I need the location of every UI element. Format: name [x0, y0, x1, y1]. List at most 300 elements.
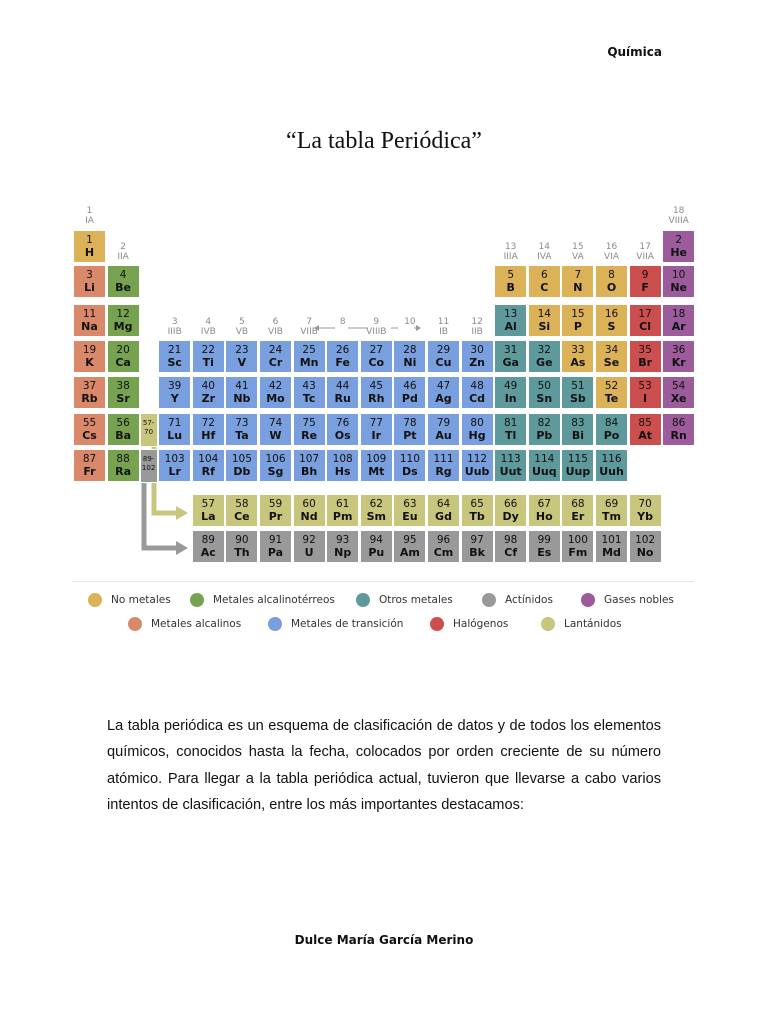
element-number: 26: [336, 344, 350, 356]
element-zn: [461, 340, 494, 373]
element-ne: [662, 265, 695, 298]
element-mn: [293, 340, 326, 373]
element-pb: [528, 413, 561, 446]
element-number: 114: [534, 453, 555, 465]
group-number: 5: [239, 317, 245, 327]
legend-dot: [430, 617, 444, 631]
element-sc: [158, 340, 191, 373]
group-label-4: [192, 317, 225, 337]
element-symbol: Np: [334, 546, 352, 559]
legend-label: Metales alcalinotérreos: [213, 594, 335, 606]
element-number: 16: [604, 308, 619, 320]
element-uub: [461, 449, 494, 482]
element-number: 40: [201, 380, 215, 392]
element-li: [73, 265, 106, 298]
element-sr: [107, 376, 140, 409]
element-symbol: Fm: [568, 546, 588, 559]
element-number: 75: [302, 417, 316, 429]
element-cu: [427, 340, 460, 373]
group-number: 10: [404, 317, 416, 327]
group-label-15: [561, 242, 594, 262]
element-nb: [225, 376, 258, 409]
element-au: [427, 413, 460, 446]
element-symbol: Uuq: [531, 465, 557, 478]
element-symbol: Xe: [670, 392, 687, 405]
element-symbol: Sn: [536, 392, 553, 405]
group-label-1: [73, 206, 106, 226]
legend-item-other-metal: [356, 593, 453, 607]
element-number: 66: [504, 498, 518, 510]
element-cm: [427, 530, 460, 563]
element-number: 71: [168, 417, 182, 429]
element-mo: [259, 376, 292, 409]
element-symbol: Kr: [671, 356, 686, 369]
group-roman: VIIB: [300, 327, 318, 337]
element-symbol: Rf: [201, 465, 215, 478]
element-cr: [259, 340, 292, 373]
element-number: 110: [399, 453, 420, 465]
group-number: 6: [272, 317, 279, 327]
element-series-89-102: [140, 449, 158, 483]
element-symbol: Pb: [536, 429, 553, 442]
element-number: 112: [467, 453, 488, 465]
element-number: 90: [235, 534, 249, 546]
legend-item-nonmetal: [88, 593, 171, 607]
legend-dot: [128, 617, 142, 631]
element-number: 78: [403, 417, 417, 429]
group-label-8: [326, 317, 359, 327]
element-number: 52: [604, 380, 619, 392]
element-symbol: Se: [603, 356, 620, 369]
element-symbol: Zr: [201, 392, 215, 405]
element-number: 96: [436, 534, 451, 546]
element-symbol: Pu: [368, 546, 385, 559]
element-number: 55: [82, 417, 97, 429]
group-number: 9: [373, 317, 380, 327]
element-he: [662, 230, 695, 263]
legend-label: Otros metales: [379, 594, 453, 606]
element-number: 79: [436, 417, 451, 429]
element-cl: [629, 304, 662, 337]
element-number: 62: [369, 498, 383, 510]
element-number: 76: [336, 417, 350, 429]
element-symbol: Db: [233, 465, 251, 478]
element-k: [73, 340, 106, 373]
element-number: 28: [403, 344, 417, 356]
element-np: [326, 530, 359, 563]
element-ar: [662, 304, 695, 337]
element-symbol: Am: [399, 546, 420, 559]
element-am: [393, 530, 426, 563]
element-symbol: Ta: [235, 429, 249, 442]
element-er: [561, 494, 594, 527]
legend-label: Metales de transición: [291, 618, 404, 630]
element-symbol: Ho: [535, 510, 553, 523]
legend-dot: [541, 617, 555, 631]
actinide-arrow-head: [176, 541, 188, 555]
element-symbol: Md: [602, 546, 621, 559]
element-lr: [158, 449, 191, 482]
element-symbol: Bi: [571, 429, 584, 442]
element-al: [494, 304, 527, 337]
legend-label: Metales alcalinos: [151, 618, 242, 630]
group-label-18: [662, 206, 695, 226]
element-symbol: Rh: [368, 392, 385, 405]
element-number: 86: [672, 417, 686, 429]
element-symbol: Na: [81, 320, 98, 333]
element-symbol: P: [573, 320, 582, 333]
element-mg: [107, 304, 140, 337]
element-be: [107, 265, 140, 298]
element-v: [225, 340, 258, 373]
element-symbol: Mo: [266, 392, 285, 405]
element-number: 89: [201, 534, 215, 546]
element-number: 18: [672, 308, 686, 320]
element-symbol: Tb: [469, 510, 485, 523]
element-tb: [461, 494, 494, 527]
group-roman: IIIA: [503, 252, 518, 262]
element-number: 65: [470, 498, 484, 510]
group-number: 11: [437, 317, 450, 327]
element-symbol: Dy: [502, 510, 519, 523]
group-label-12: [461, 317, 494, 337]
element-number: 31: [504, 344, 518, 356]
element-symbol: Mg: [113, 320, 133, 333]
group-label-9: [360, 317, 393, 337]
group-number: 1: [86, 206, 93, 216]
element-symbol: F: [641, 281, 649, 294]
group-number: 17: [639, 242, 651, 252]
element-symbol: Hf: [201, 429, 216, 442]
group-roman: VIB: [268, 327, 283, 337]
element-o: [595, 265, 628, 298]
element-symbol: Te: [604, 392, 619, 405]
group-label-10: [393, 317, 426, 327]
element-symbol: Hg: [468, 429, 486, 442]
element-number: 38: [116, 380, 130, 392]
element-hg: [461, 413, 494, 446]
element-os: [326, 413, 359, 446]
legend-item-alkaline-earth: [190, 593, 335, 607]
element-symbol: No: [636, 546, 654, 559]
element-number: 11: [82, 308, 97, 320]
element-uup: [561, 449, 594, 482]
element-number: 69: [604, 498, 619, 510]
element-number: 85: [638, 417, 652, 429]
element-ds: [393, 449, 426, 482]
group-label-16: [595, 242, 628, 262]
element-symbol: Ce: [234, 510, 250, 523]
element-symbol: I: [643, 392, 648, 405]
element-number: 5: [507, 269, 515, 281]
element-ni: [393, 340, 426, 373]
group-number: 3: [171, 317, 178, 327]
group-roman: VA: [572, 252, 584, 262]
element-number: 10: [672, 269, 686, 281]
element-symbol: H: [84, 246, 95, 259]
element-number: 46: [403, 380, 417, 392]
element-number: 37: [82, 380, 97, 392]
element-series-57-70: [140, 413, 158, 447]
element-number: 19: [82, 344, 97, 356]
element-symbol: Lr: [168, 465, 181, 478]
element-symbol: U: [304, 546, 314, 559]
element-number: 105: [231, 453, 252, 465]
element-symbol: Rn: [670, 429, 687, 442]
group-number: 8: [339, 317, 346, 327]
element-number: 51: [571, 380, 585, 392]
element-re: [293, 413, 326, 446]
element-number: 39: [168, 380, 182, 392]
element-number: 41: [235, 380, 249, 392]
element-number: 48: [470, 380, 484, 392]
element-symbol: Pd: [401, 392, 418, 405]
element-kr: [662, 340, 695, 373]
element-symbol: Rg: [435, 465, 452, 478]
document-title: “La tabla Periódica”: [286, 128, 482, 154]
element-symbol: Bk: [469, 546, 485, 559]
element-symbol: Tm: [602, 510, 621, 523]
legend-label: Actínidos: [505, 594, 553, 606]
element-number: 33: [571, 344, 585, 356]
legend-divider: [72, 581, 694, 582]
element-symbol: As: [570, 356, 586, 369]
element-number: 102: [635, 534, 656, 546]
element-b: [494, 265, 527, 298]
element-symbol: Be: [115, 281, 132, 294]
element-symbol: Ga: [502, 356, 519, 369]
element-f: [629, 265, 662, 298]
legend-label: Halógenos: [453, 618, 509, 630]
element-symbol: Es: [537, 546, 552, 559]
element-number: 4: [119, 269, 127, 281]
element-bk: [461, 530, 494, 563]
footer-author: Dulce María García Merino: [294, 933, 474, 947]
element-number: 67: [537, 498, 551, 510]
legend-item-lanthanide: [541, 617, 622, 631]
element-number: 15: [571, 308, 585, 320]
group-label-11: [427, 317, 460, 337]
element-symbol: At: [638, 429, 652, 442]
element-symbol: Tl: [505, 429, 517, 442]
element-fm: [561, 530, 594, 563]
element-number: 3: [86, 269, 93, 281]
element-symbol: Os: [334, 429, 351, 442]
legend-dot: [482, 593, 496, 607]
element-number: 50: [537, 380, 551, 392]
element-tm: [595, 494, 628, 527]
element-number: 58: [235, 498, 249, 510]
element-symbol: Hs: [334, 465, 351, 478]
element-number: 111: [433, 453, 454, 465]
element-number: 35: [638, 344, 652, 356]
element-uuh: [595, 449, 628, 482]
element-symbol: Uub: [464, 465, 490, 478]
group-roman: IVA: [537, 252, 552, 262]
element-yb: [629, 494, 662, 527]
element-at: [629, 413, 662, 446]
element-symbol: Th: [234, 546, 250, 559]
element-tl: [494, 413, 527, 446]
element-na: [73, 304, 106, 337]
element-cf: [494, 530, 527, 563]
element-number: 8: [608, 269, 615, 281]
element-number: 7: [574, 269, 582, 281]
element-number: 107: [299, 453, 320, 465]
legend-item-alkali: [128, 617, 241, 631]
element-symbol: K: [85, 356, 94, 369]
element-symbol: In: [504, 392, 517, 405]
element-number: 97: [470, 534, 484, 546]
element-symbol: Uuh: [599, 465, 624, 478]
element-symbol: Pt: [403, 429, 417, 442]
element-xe: [662, 376, 695, 409]
element-cs: [73, 413, 106, 446]
element-th: [225, 530, 258, 563]
group-label-7: [293, 317, 326, 337]
group-label-14: [528, 242, 561, 262]
element-symbol: O: [606, 281, 617, 294]
group-number: 16: [605, 242, 618, 252]
element-symbol: Sg: [267, 465, 284, 478]
element-pr: [259, 494, 292, 527]
element-db: [225, 449, 258, 482]
element-number: 72: [201, 417, 215, 429]
element-number: 49: [504, 380, 518, 392]
element-ag: [427, 376, 460, 409]
element-number: 98: [504, 534, 518, 546]
group-roman: IIA: [117, 252, 129, 262]
element-w: [259, 413, 292, 446]
element-number: 61: [336, 498, 350, 510]
group-number: 18: [672, 206, 685, 216]
group-number: 13: [504, 242, 517, 252]
element-symbol: Ar: [671, 320, 686, 333]
element-nd: [293, 494, 326, 527]
element-symbol: Sr: [116, 392, 130, 405]
element-ca: [107, 340, 140, 373]
element-symbol: Si: [538, 320, 551, 333]
element-number: 44: [336, 380, 350, 392]
element-symbol: Ne: [670, 281, 688, 294]
element-u: [293, 530, 326, 563]
element-br: [629, 340, 662, 373]
element-symbol: La: [201, 510, 216, 523]
element-symbol: Ra: [115, 465, 132, 478]
element-symbol: Ag: [435, 392, 452, 405]
group-number: 7: [306, 317, 312, 327]
element-symbol: Cf: [504, 546, 518, 559]
element-symbol: Er: [571, 510, 585, 523]
element-number: 23: [235, 344, 249, 356]
element-symbol: Zn: [469, 356, 485, 369]
element-number: 6: [540, 269, 548, 281]
element-symbol: S: [607, 320, 616, 333]
element-number: 32: [537, 344, 551, 356]
element-symbol: Pr: [268, 510, 283, 523]
element-symbol: Cs: [82, 429, 97, 442]
element-symbol: Uut: [499, 465, 522, 478]
element-number: 87: [82, 453, 97, 465]
element-hs: [326, 449, 359, 482]
element-number: 9: [641, 269, 649, 281]
legend-item-transition: [268, 617, 403, 631]
element-number: 60: [302, 498, 316, 510]
element-symbol: Re: [301, 429, 318, 442]
element-sb: [561, 376, 594, 409]
group-number: 14: [538, 242, 551, 252]
element-number: 84: [604, 417, 619, 429]
element-symbol: Uup: [565, 465, 591, 478]
element-symbol: Cm: [433, 546, 454, 559]
element-number: 1: [86, 234, 93, 246]
element-uuq: [528, 449, 561, 482]
group-roman: VIIIB: [366, 327, 387, 337]
element-symbol: Gd: [435, 510, 452, 523]
element-symbol: Nb: [233, 392, 251, 405]
legend-dot: [88, 593, 102, 607]
element-ge: [528, 340, 561, 373]
element-symbol: C: [540, 281, 549, 294]
lanthanide-arrow-head: [176, 506, 188, 520]
element-number: 88: [116, 453, 130, 465]
element-symbol: Cd: [469, 392, 486, 405]
element-md: [595, 530, 628, 563]
element-s: [595, 304, 628, 337]
element-sm: [360, 494, 393, 527]
legend-label: Gases nobles: [604, 594, 674, 606]
element-si: [528, 304, 561, 337]
element-symbol: Bh: [300, 465, 318, 478]
group-roman: VIIA: [636, 252, 654, 262]
element-p: [561, 304, 594, 337]
element-number: 94: [369, 534, 383, 546]
element-gd: [427, 494, 460, 527]
element-number: 13: [504, 308, 518, 320]
group-roman: IA: [85, 216, 94, 226]
element-number: 103: [164, 453, 185, 465]
element-symbol: Ru: [334, 392, 351, 405]
element-number: 14: [537, 308, 551, 320]
element-number: 106: [265, 453, 286, 465]
element-rf: [192, 449, 225, 482]
element-n: [561, 265, 594, 298]
element-number: 74: [268, 417, 283, 429]
element-symbol: Fe: [335, 356, 350, 369]
header-subject: Química: [607, 45, 662, 59]
element-number: 91: [268, 534, 283, 546]
element-number: 12: [116, 308, 130, 320]
element-c: [528, 265, 561, 298]
element-symbol: Cr: [268, 356, 283, 369]
element-number: 104: [198, 453, 219, 465]
element-number: 68: [571, 498, 585, 510]
element-number: 63: [403, 498, 417, 510]
element-symbol: Ac: [200, 546, 216, 559]
element-number: 42: [268, 380, 283, 392]
element-number: 113: [500, 453, 521, 465]
element-symbol: Nd: [300, 510, 318, 523]
element-number: 43: [302, 380, 316, 392]
element-pa: [259, 530, 292, 563]
element-h: [73, 230, 106, 263]
element-number: 2: [675, 234, 683, 246]
element-number: 27: [369, 344, 383, 356]
group-number: 4: [205, 317, 212, 327]
element-ra: [107, 449, 140, 482]
element-symbol: He: [670, 246, 688, 259]
legend-item-halogen: [430, 617, 508, 631]
